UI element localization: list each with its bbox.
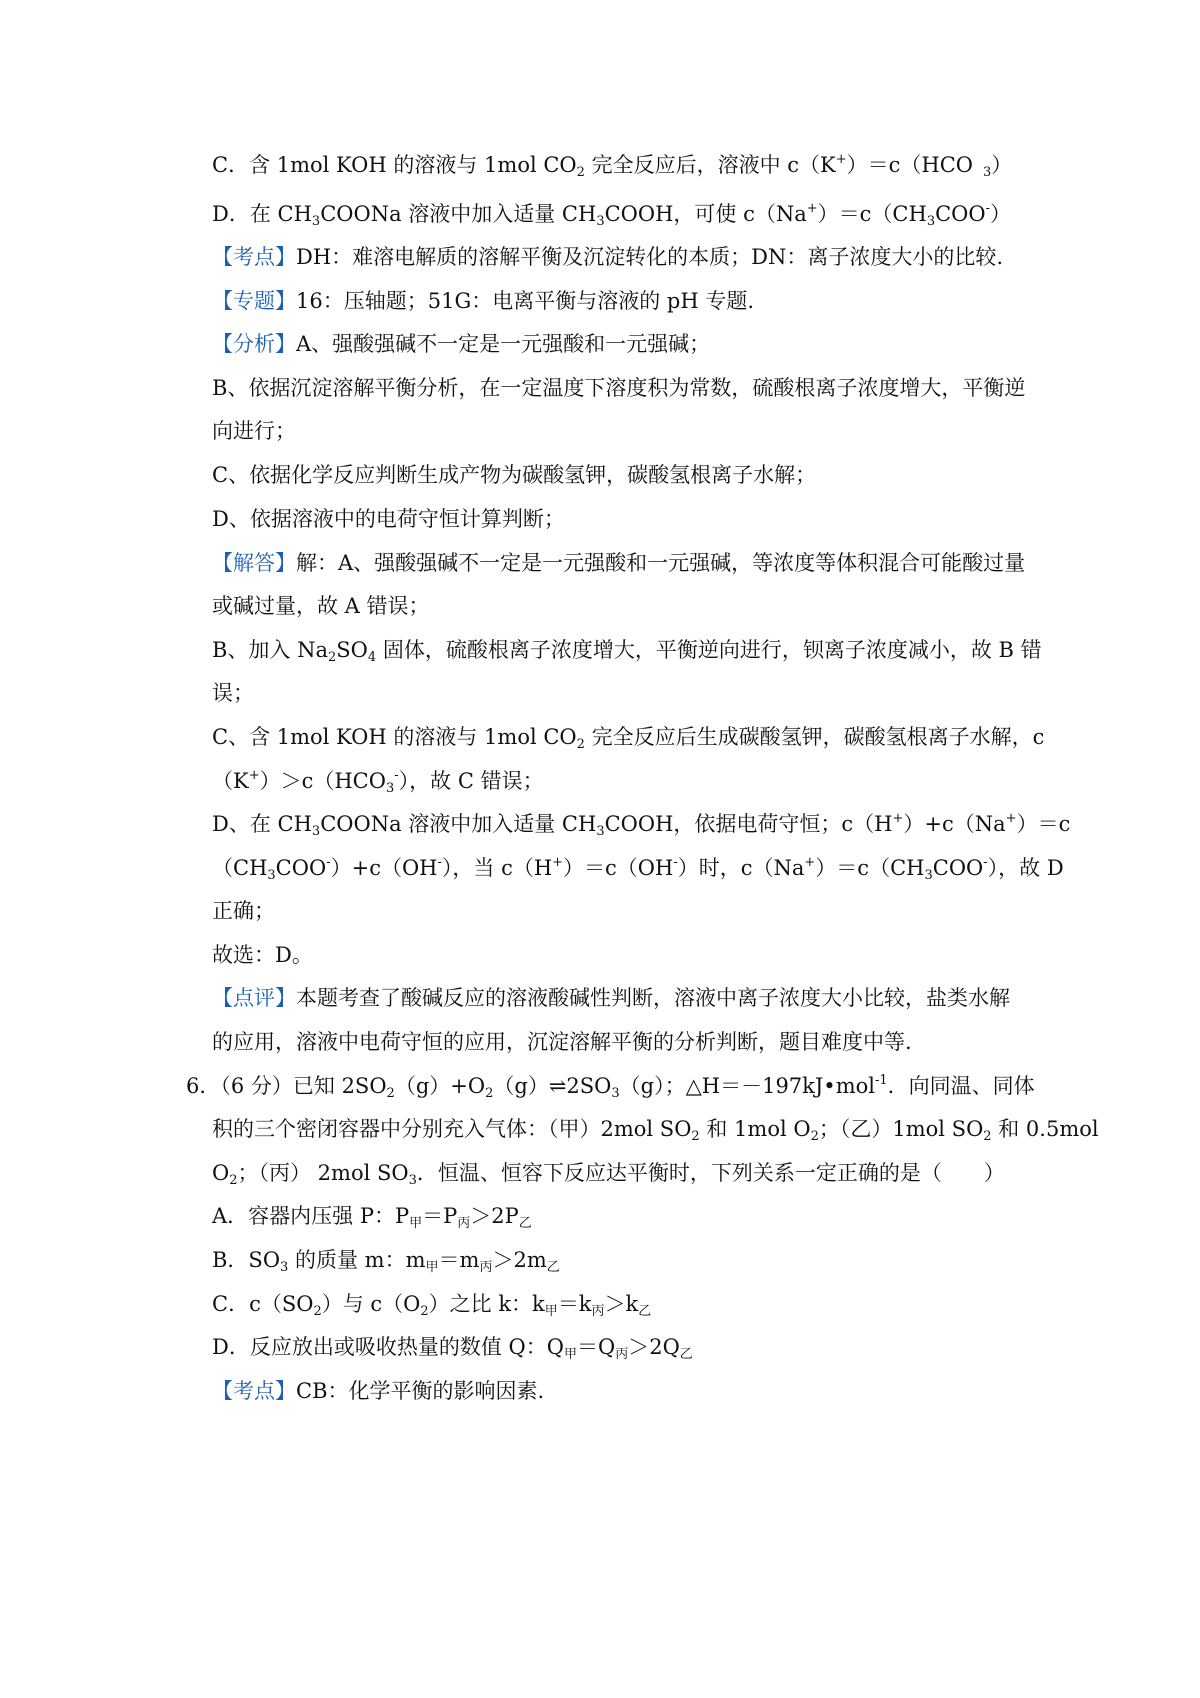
fenxi-b-line1: B、依据沉淀溶解平衡分析，在一定温度下溶度积为常数，硫酸根离子浓度增大，平衡逆 — [212, 376, 1026, 400]
fenxi-b-line2: 向进行； — [212, 419, 296, 443]
kaodian-line: 【考点】DH：难溶电解质的溶解平衡及沉淀转化的本质；DN：离子浓度大小的比较. — [212, 245, 1004, 269]
zhuanti-line: 【专题】16：压轴题；51G：电离平衡与溶液的 pH 专题. — [212, 289, 754, 313]
jieda-d-line3: 正确； — [212, 899, 275, 923]
fenxi-c-line: C、依据化学反应判断生成产物为碳酸氢钾，碳酸氢根离子水解； — [212, 463, 817, 487]
q6-option-a: A．容器内压强 P：$P_甲=P_丙>2P_乙$ — [212, 1204, 532, 1231]
question-6-line1: 6．（6 分）已知 $2SO_2(g)+O_2(g)\rightleftharpoons 2SO_3(g)$；△H＝－197kJ•mol$^{-1}$．向同温、同体 — [186, 1073, 1035, 1101]
jieda-d-line1: D、在 $CH_3COONa$ 溶液中加入适量 $CH_3COOH$，依据电荷守恒；c（H+）+c（Na+）＝c — [212, 811, 1071, 839]
dianping-tag: 【点评】 — [212, 986, 296, 1010]
jieda-d-line2: $(CH_3COO^-)+c(OH^-)$，当 c（H+）＝c（OH-）时，$c(Na^+)=c(CH_3COO^-)$，故 D — [212, 855, 1064, 883]
jieda-b-line1: B、加入 $Na_2SO_4$ 固体，硫酸根离子浓度增大，平衡逆向进行，钡离子浓度减小，故 B 错 — [212, 638, 1042, 665]
kaodian-tag: 【考点】 — [212, 245, 296, 269]
jieda-tag: 【解答】 — [212, 551, 296, 575]
answer-line: 故选：D。 — [212, 943, 313, 967]
kaodian2-line: 【考点】CB：化学平衡的影响因素. — [212, 1379, 545, 1403]
fenxi-line: 【分析】A、强酸强碱不一定是一元强酸和一元强碱； — [212, 332, 711, 356]
q6-option-d: D．反应放出或吸收热量的数值 Q：$Q_甲=Q_丙>2Q_乙$ — [212, 1335, 693, 1362]
question-6-line2: 积的三个密闭容器中分别充入气体：（甲）2mol $SO_2$ 和 1mol $O_2$；（乙）1mol $SO_2$ 和 0.5mol — [212, 1117, 1099, 1144]
option-c: C．含 1mol KOH 的溶液与 1mol $CO_2$ 完全反应后，溶液中 c（K+）＝c（HCO $_3$） — [212, 152, 1013, 180]
jieda-b-line2: 误； — [212, 681, 254, 705]
zhuanti-tag: 【专题】 — [212, 289, 296, 313]
jieda-a-line2: 或碱过量，故 A 错误； — [212, 594, 430, 618]
kaodian2-tag: 【考点】 — [212, 1379, 296, 1403]
jieda-line: 【解答】解：A、强酸强碱不一定是一元强酸和一元强碱，等浓度等体积混合可能酸过量 — [212, 551, 1026, 575]
option-d: D．在 $CH_3COONa$ 溶液中加入适量 $CH_3COOH$，可使 $c(Na^+)=c(CH_3COO^-)$ — [212, 201, 1012, 229]
jieda-c-line2: $(K^+)>c(HCO_3^-)$，故 C 错误； — [212, 768, 544, 796]
fenxi-tag: 【分析】 — [212, 332, 296, 356]
fenxi-d-line: D、依据溶液中的电荷守恒计算判断； — [212, 507, 565, 531]
dianping-line: 【点评】本题考查了酸碱反应的溶液酸碱性判断，溶液中离子浓度大小比较，盐类水解 — [212, 986, 1010, 1010]
q6-option-b: B．$SO_3$ 的质量 m：$m_甲=m_丙>2m_乙$ — [212, 1248, 560, 1275]
jieda-c-line1: C、含 1mol KOH 的溶液与 1mol $CO_2$ 完全反应后生成碳酸氢钾，碳酸氢根离子水解，c — [212, 725, 1045, 752]
q6-option-c: C．$c(SO_2)$与 $c(O_2)$之比 k：$k_甲=k_丙>k_乙$ — [212, 1292, 652, 1319]
dianping-line2: 的应用，溶液中电荷守恒的应用，沉淀溶解平衡的分析判断，题目难度中等. — [212, 1030, 912, 1054]
question-6-line3: $O_2$；（丙） 2mol $SO_3$．恒温、恒容下反应达平衡时，下列关系一定正确的是（ ） — [212, 1161, 1005, 1188]
